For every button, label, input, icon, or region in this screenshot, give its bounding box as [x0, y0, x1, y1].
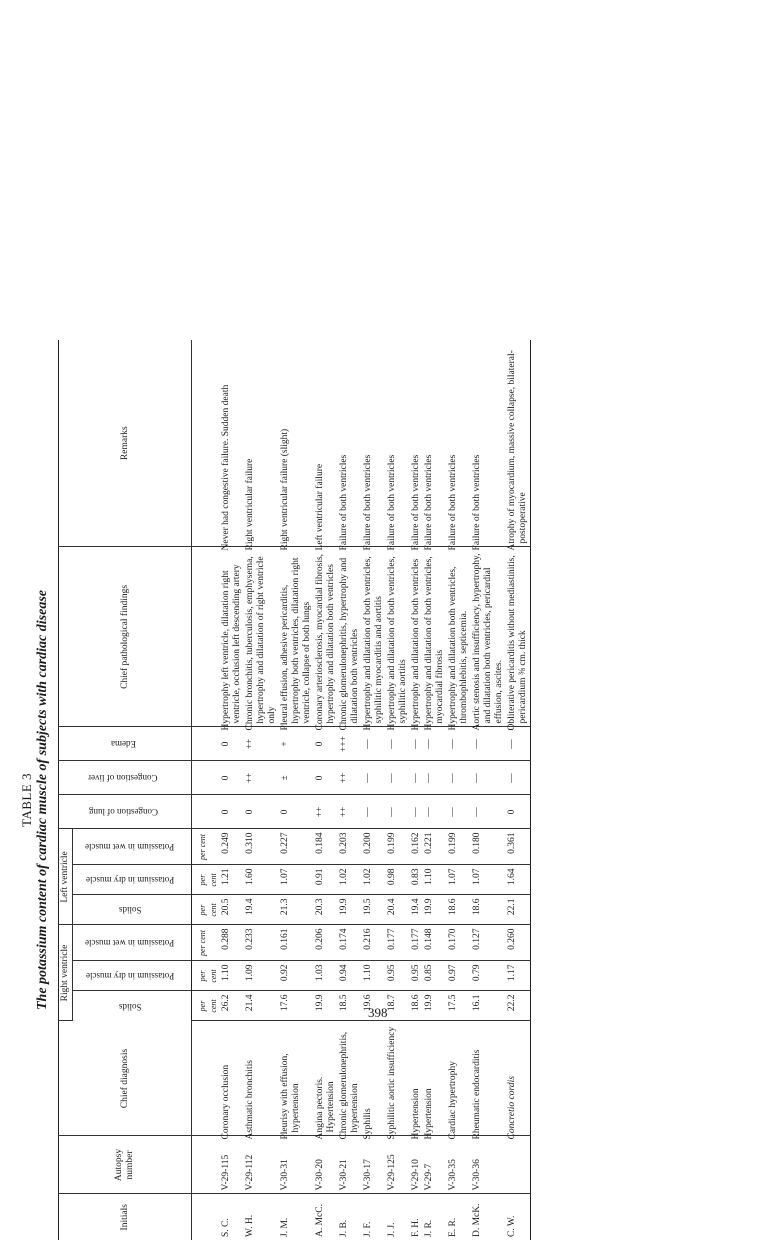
cell-remarks: Failure of both ventricles — [423, 340, 447, 547]
cell-autopsy-number: V-29-115 — [220, 1136, 244, 1194]
unit-rv-k-wet: per cent — [192, 925, 221, 961]
cell-congestion-lung: 0 — [506, 795, 531, 829]
header-rv-potassium-wet: Potassium in wet muscle — [73, 925, 192, 961]
table-row — [410, 340, 423, 1240]
cell-lv-potassium-dry: 1.64 — [506, 865, 531, 895]
cell-pathological-findings: Hypertrophy and dilatation of both ventricles, syphilitic myocarditis and aortitis — [362, 547, 386, 727]
cell-lv-solids: 18.6 — [471, 895, 506, 925]
cell-lv-potassium-dry: 1.10 — [423, 865, 447, 895]
cell-edema: + — [279, 727, 314, 761]
table-row — [423, 340, 447, 1240]
cell-edema: — — [423, 727, 447, 761]
cell-lv-potassium-wet: 0.203 — [338, 829, 362, 865]
cell-lv-potassium-wet: 0.199 — [386, 829, 410, 865]
cell-lv-potassium-dry: 0.83 — [410, 865, 423, 895]
cell-diagnosis: Coronary occlusion — [220, 1021, 244, 1136]
cell-lv-solids: 20.4 — [386, 895, 410, 925]
cell-autopsy-number: V-29-112 — [244, 1136, 279, 1194]
cell-remarks: Right ventricular failure — [244, 340, 279, 547]
cell-rv-solids: 19.9 — [314, 991, 338, 1021]
cell-autopsy-number: V-30-35 — [447, 1136, 471, 1194]
cell-diagnosis: Hypertension — [410, 1021, 423, 1136]
cell-initials: J. B. — [339, 1219, 349, 1237]
header-lv-solids: Solids — [73, 895, 192, 925]
cell-edema: — — [410, 727, 423, 761]
cell-lv-solids: 19.4 — [244, 895, 279, 925]
cell-lv-solids: 19.9 — [338, 895, 362, 925]
table-row — [338, 340, 362, 1240]
cell-rv-solids: 17.5 — [447, 991, 471, 1021]
cell-edema: — — [447, 727, 471, 761]
cell-rv-potassium-dry: 1.10 — [362, 961, 386, 991]
cell-initials: S. C. — [221, 1218, 231, 1237]
table-body — [192, 340, 531, 1240]
cell-rv-potassium-dry: 0.92 — [279, 961, 314, 991]
table-title: The potassium content of cardiac muscle of subjects with cardiac disease — [35, 590, 50, 1010]
cell-lv-potassium-wet: 0.200 — [362, 829, 386, 865]
cell-lv-potassium-dry: 0.91 — [314, 865, 338, 895]
cell-rv-potassium-wet: 0.233 — [244, 925, 279, 961]
cell-lv-potassium-wet: 0.184 — [314, 829, 338, 865]
cell-autopsy-number: V-29-125 — [386, 1136, 410, 1194]
cell-initials: W. H. — [245, 1214, 255, 1237]
cell-lv-solids: 18.6 — [447, 895, 471, 925]
potassium-table — [58, 340, 531, 1240]
table-row — [279, 340, 314, 1240]
cell-rv-potassium-dry: 0.85 — [423, 961, 447, 991]
cell-rv-potassium-dry: 0.79 — [471, 961, 506, 991]
cell-edema: — — [471, 727, 506, 761]
cell-diagnosis: Hypertension — [423, 1021, 447, 1136]
cell-pathological-findings: Hypertrophy and dilatation both ventricles, thrombophlebitis, septicemia. — [447, 547, 471, 727]
cell-congestion-lung: — — [423, 795, 447, 829]
rotated-table-block — [19, 350, 619, 1240]
cell-congestion-liver: — — [410, 761, 423, 795]
cell-pathological-findings: Coronary arteriosclerosis, myocardial fibrosis, hypertrophy and dilatation both ventricles — [314, 547, 338, 727]
table-row — [447, 340, 471, 1240]
cell-remarks: Failure of both ventricles — [447, 340, 471, 547]
cell-lv-potassium-dry: 1.07 — [447, 865, 471, 895]
cell-lv-potassium-dry: 1.60 — [244, 865, 279, 895]
header-edema: Edema — [59, 727, 192, 761]
cell-congestion-liver: — — [423, 761, 447, 795]
cell-lv-potassium-dry: 1.02 — [338, 865, 362, 895]
cell-rv-potassium-wet: 0.161 — [279, 925, 314, 961]
cell-rv-solids: 18.7 — [386, 991, 410, 1021]
cell-remarks: Failure of both ventricles — [410, 340, 423, 547]
header-lv-potassium-dry: Potassium in dry muscle — [73, 865, 192, 895]
cell-lv-potassium-dry: 1.21 — [220, 865, 244, 895]
cell-diagnosis: Chronic glomerulonephritis, hypertension — [338, 1021, 362, 1136]
header-remarks: Remarks — [59, 340, 192, 547]
cell-lv-potassium-wet: 0.221 — [423, 829, 447, 865]
unit-rv-solids: per cent — [192, 991, 221, 1021]
cell-initials: D. McK. — [472, 1203, 482, 1237]
unit-lv-solids: per cent — [192, 895, 221, 925]
table-row — [471, 340, 506, 1240]
cell-edema: 0 — [220, 727, 244, 761]
header-autopsy-number: Autopsy number — [59, 1136, 192, 1194]
cell-initials: A. McC. — [315, 1204, 325, 1237]
cell-pathological-findings: Aortic stenosis and insufficiency, hypertrophy, and dilatation both ventricles, pericardial effusion, ascites. — [471, 547, 506, 727]
cell-lv-solids: 19.9 — [423, 895, 447, 925]
cell-lv-potassium-wet: 0.199 — [447, 829, 471, 865]
cell-rv-potassium-dry: 1.10 — [220, 961, 244, 991]
cell-pathological-findings: Obliterative pericarditis without mediastinitis, pericardium ⅜ cm. thick — [506, 547, 531, 727]
table-row — [362, 340, 386, 1240]
cell-congestion-liver: — — [506, 761, 531, 795]
cell-lv-potassium-wet: 0.227 — [279, 829, 314, 865]
cell-initials: E. R. — [448, 1217, 458, 1237]
cell-lv-solids: 19.5 — [362, 895, 386, 925]
cell-rv-solids: 19.6 — [362, 991, 386, 1021]
cell-diagnosis: Concretio cordis — [506, 1021, 531, 1136]
cell-lv-potassium-dry: 1.02 — [362, 865, 386, 895]
header-congestion-lung: Congestion of lung — [59, 795, 192, 829]
cell-congestion-lung: 0 — [279, 795, 314, 829]
cell-autopsy-number — [506, 1136, 531, 1194]
cell-rv-potassium-dry: 0.95 — [410, 961, 423, 991]
unit-lv-k-wet: per cent — [192, 829, 221, 865]
cell-lv-potassium-wet: 0.162 — [410, 829, 423, 865]
cell-rv-potassium-wet: 0.174 — [338, 925, 362, 961]
header-chief-diagnosis: Chief diagnosis — [59, 1021, 192, 1136]
cell-lv-potassium-wet: 0.249 — [220, 829, 244, 865]
cell-lv-potassium-wet: 0.180 — [471, 829, 506, 865]
cell-initials: J. J. — [387, 1222, 397, 1237]
cell-pathological-findings: Hypertrophy and dilatation of both ventricles, syphilitic aortitis — [386, 547, 410, 727]
cell-congestion-liver: 0 — [220, 761, 244, 795]
cell-lv-potassium-dry: 1.07 — [279, 865, 314, 895]
table-caption — [19, 360, 51, 1240]
cell-congestion-liver: — — [362, 761, 386, 795]
cell-rv-solids: 16.1 — [471, 991, 506, 1021]
cell-lv-potassium-dry: 0.98 — [386, 865, 410, 895]
cell-congestion-liver: — — [471, 761, 506, 795]
cell-rv-solids: 22.2 — [506, 991, 531, 1021]
cell-lv-solids: 19.4 — [410, 895, 423, 925]
units-row — [192, 340, 221, 1240]
table-row — [506, 340, 531, 1240]
cell-congestion-liver: ++ — [244, 761, 279, 795]
cell-rv-solids: 18.5 — [338, 991, 362, 1021]
cell-remarks: Failure of both ventricles — [471, 340, 506, 547]
cell-initials: C. W. — [507, 1215, 517, 1237]
cell-congestion-liver: ++ — [338, 761, 362, 795]
header-initials: Initials — [59, 1194, 192, 1240]
cell-rv-potassium-wet: 0.206 — [314, 925, 338, 961]
cell-initials: F. H. — [411, 1218, 421, 1237]
cell-diagnosis: Syphilis — [362, 1021, 386, 1136]
cell-initials: J. F. — [363, 1221, 373, 1237]
cell-rv-potassium-dry: 0.94 — [338, 961, 362, 991]
cell-rv-potassium-wet: 0.170 — [447, 925, 471, 961]
cell-rv-potassium-dry: 1.17 — [506, 961, 531, 991]
cell-pathological-findings: Hypertrophy left ventricle, dilatation right ventricle, occlusion left descending artery — [220, 547, 244, 727]
cell-congestion-lung: ++ — [338, 795, 362, 829]
cell-diagnosis: Angina pectoris. Hypertension — [314, 1021, 338, 1136]
cell-congestion-liver: ± — [279, 761, 314, 795]
cell-edema: — — [362, 727, 386, 761]
cell-initials: J. R. — [424, 1219, 434, 1237]
table-row — [220, 340, 244, 1240]
cell-edema: ++ — [244, 727, 279, 761]
cell-autopsy-number: V-30-31 — [279, 1136, 314, 1194]
cell-pathological-findings: Chronic bronchitis, tuberculosis, emphysema, hypertrophy and dilatation of right ventricle only — [244, 547, 279, 727]
cell-edema: — — [386, 727, 410, 761]
cell-remarks: Never had congestive failure. Sudden death — [220, 340, 244, 547]
cell-rv-potassium-dry: 1.09 — [244, 961, 279, 991]
cell-pathological-findings: Pleural effusion, adhesive pericarditis, hypertrophy both ventricles, dilatation right ventricle, collapse of both lungs — [279, 547, 314, 727]
cell-congestion-liver: 0 — [314, 761, 338, 795]
unit-lv-k-dry: per cent — [192, 865, 221, 895]
cell-remarks: Right ventricular failure (slight) — [279, 340, 314, 547]
cell-autopsy-number: V-30-36 — [471, 1136, 506, 1194]
cell-remarks: Atrophy of myocardium, massive collapse, bilateral-postoperative — [506, 340, 531, 547]
cell-diagnosis: Pleurisy with effusion, hypertension — [279, 1021, 314, 1136]
cell-rv-potassium-dry: 0.97 — [447, 961, 471, 991]
cell-pathological-findings: Hypertrophy and dilatation of both ventricles — [410, 547, 423, 727]
cell-congestion-lung: — — [410, 795, 423, 829]
cell-remarks: Failure of both ventricles — [362, 340, 386, 547]
cell-congestion-lung: ++ — [314, 795, 338, 829]
cell-rv-solids: 26.2 — [220, 991, 244, 1021]
cell-diagnosis: Asthmatic bronchitis — [244, 1021, 279, 1136]
cell-congestion-lung: 0 — [244, 795, 279, 829]
cell-autopsy-number: V-29-7 — [423, 1136, 447, 1194]
cell-rv-potassium-wet: 0.288 — [220, 925, 244, 961]
table-row — [314, 340, 338, 1240]
cell-rv-solids: 21.4 — [244, 991, 279, 1021]
cell-rv-potassium-dry: 0.95 — [386, 961, 410, 991]
table-row — [244, 340, 279, 1240]
cell-diagnosis: Rheumatic endocarditis — [471, 1021, 506, 1136]
cell-rv-solids: 18.6 — [410, 991, 423, 1021]
cell-congestion-lung: — — [471, 795, 506, 829]
cell-diagnosis: Syphilitic aortic insufficiency — [386, 1021, 410, 1136]
cell-edema: — — [506, 727, 531, 761]
cell-autopsy-number: V-30-21 — [338, 1136, 362, 1194]
cell-autopsy-number: V-30-17 — [362, 1136, 386, 1194]
cell-rv-potassium-wet: 0.260 — [506, 925, 531, 961]
cell-lv-solids: 20.5 — [220, 895, 244, 925]
cell-edema: 0 — [314, 727, 338, 761]
cell-rv-potassium-wet: 0.148 — [423, 925, 447, 961]
cell-lv-solids: 20.3 — [314, 895, 338, 925]
page-number: 398 — [368, 1005, 388, 1020]
cell-rv-potassium-wet: 0.216 — [362, 925, 386, 961]
cell-congestion-liver: — — [386, 761, 410, 795]
header-left-ventricle: Left ventricle — [59, 829, 73, 925]
cell-lv-potassium-wet: 0.361 — [506, 829, 531, 865]
header-rv-potassium-dry: Potassium in dry muscle — [73, 961, 192, 991]
cell-congestion-lung: — — [386, 795, 410, 829]
cell-initials: J. M. — [280, 1217, 290, 1237]
cell-congestion-lung: — — [362, 795, 386, 829]
cell-lv-solids: 21.3 — [279, 895, 314, 925]
cell-pathological-findings: Chronic glomerulonephritis, hypertrophy and dilatation both ventricles — [338, 547, 362, 727]
cell-remarks: Failure of both ventricles — [386, 340, 410, 547]
table-row — [386, 340, 410, 1240]
header-rv-solids: Solids — [73, 991, 192, 1021]
cell-remarks: Left ventricular failure — [314, 340, 338, 547]
table-number: TABLE 3 — [19, 772, 34, 828]
cell-congestion-lung: — — [447, 795, 471, 829]
header-congestion-liver: Congestion of liver — [59, 761, 192, 795]
cell-congestion-lung: 0 — [220, 795, 244, 829]
cell-rv-potassium-wet: 0.177 — [410, 925, 423, 961]
header-right-ventricle: Right ventricle — [59, 925, 73, 1021]
header-pathological-findings: Chief pathological findings — [59, 547, 192, 727]
cell-rv-potassium-wet: 0.127 — [471, 925, 506, 961]
cell-congestion-liver: — — [447, 761, 471, 795]
cell-rv-solids: 19.9 — [423, 991, 447, 1021]
cell-rv-potassium-wet: 0.177 — [386, 925, 410, 961]
header-lv-potassium-wet: Potassium in wet muscle — [73, 829, 192, 865]
cell-lv-solids: 22.1 — [506, 895, 531, 925]
unit-rv-k-dry: per cent — [192, 961, 221, 991]
cell-rv-potassium-dry: 1.03 — [314, 961, 338, 991]
cell-edema: +++ — [338, 727, 362, 761]
cell-lv-potassium-wet: 0.310 — [244, 829, 279, 865]
cell-lv-potassium-dry: 1.07 — [471, 865, 506, 895]
cell-autopsy-number: V-29-10 — [410, 1136, 423, 1194]
cell-remarks: Failure of both ventricles — [338, 340, 362, 547]
cell-pathological-findings: Hypertrophy and dilatation of both ventricles, myocardial fibrosis — [423, 547, 447, 727]
cell-diagnosis: Cardiac hypertrophy — [447, 1021, 471, 1136]
cell-rv-solids: 17.6 — [279, 991, 314, 1021]
cell-autopsy-number: V-30-20 — [314, 1136, 338, 1194]
